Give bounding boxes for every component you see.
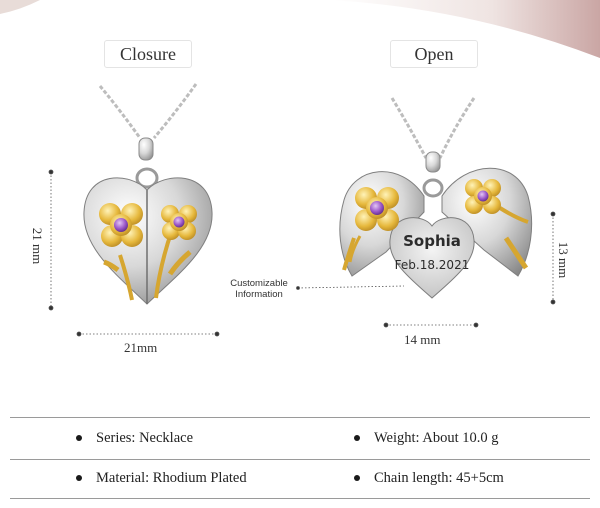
engraved-date: Feb.18.2021 (394, 258, 470, 272)
spec-divider-top (10, 417, 590, 418)
spec-divider-bottom (10, 498, 590, 499)
open-height-label: 13 mm (556, 241, 571, 279)
customizable-line-1: Customizable (230, 278, 288, 289)
bullet-icon (354, 475, 360, 481)
bullet-icon (76, 475, 82, 481)
bullet-icon (76, 435, 82, 441)
engraved-name: Sophia (403, 232, 461, 250)
customizable-line-2: Information (235, 289, 283, 300)
closure-label: Closure (104, 40, 192, 68)
bullet-icon (354, 435, 360, 441)
closed-height-label: 21 mm (30, 227, 45, 265)
spec-divider-middle (10, 459, 590, 460)
spec-weight: Weight: About 10.0 g (354, 430, 499, 447)
spec-chain-length: Chain length: 45+5cm (354, 470, 504, 487)
open-label: Open (390, 40, 478, 68)
closed-width-label: 21mm (124, 340, 158, 355)
customizable-info-label (214, 278, 304, 300)
open-width-label: 14 mm (404, 332, 441, 347)
spec-material: Material: Rhodium Plated (76, 470, 247, 487)
closed-pendant (84, 84, 212, 304)
spec-series: Series: Necklace (76, 430, 193, 447)
